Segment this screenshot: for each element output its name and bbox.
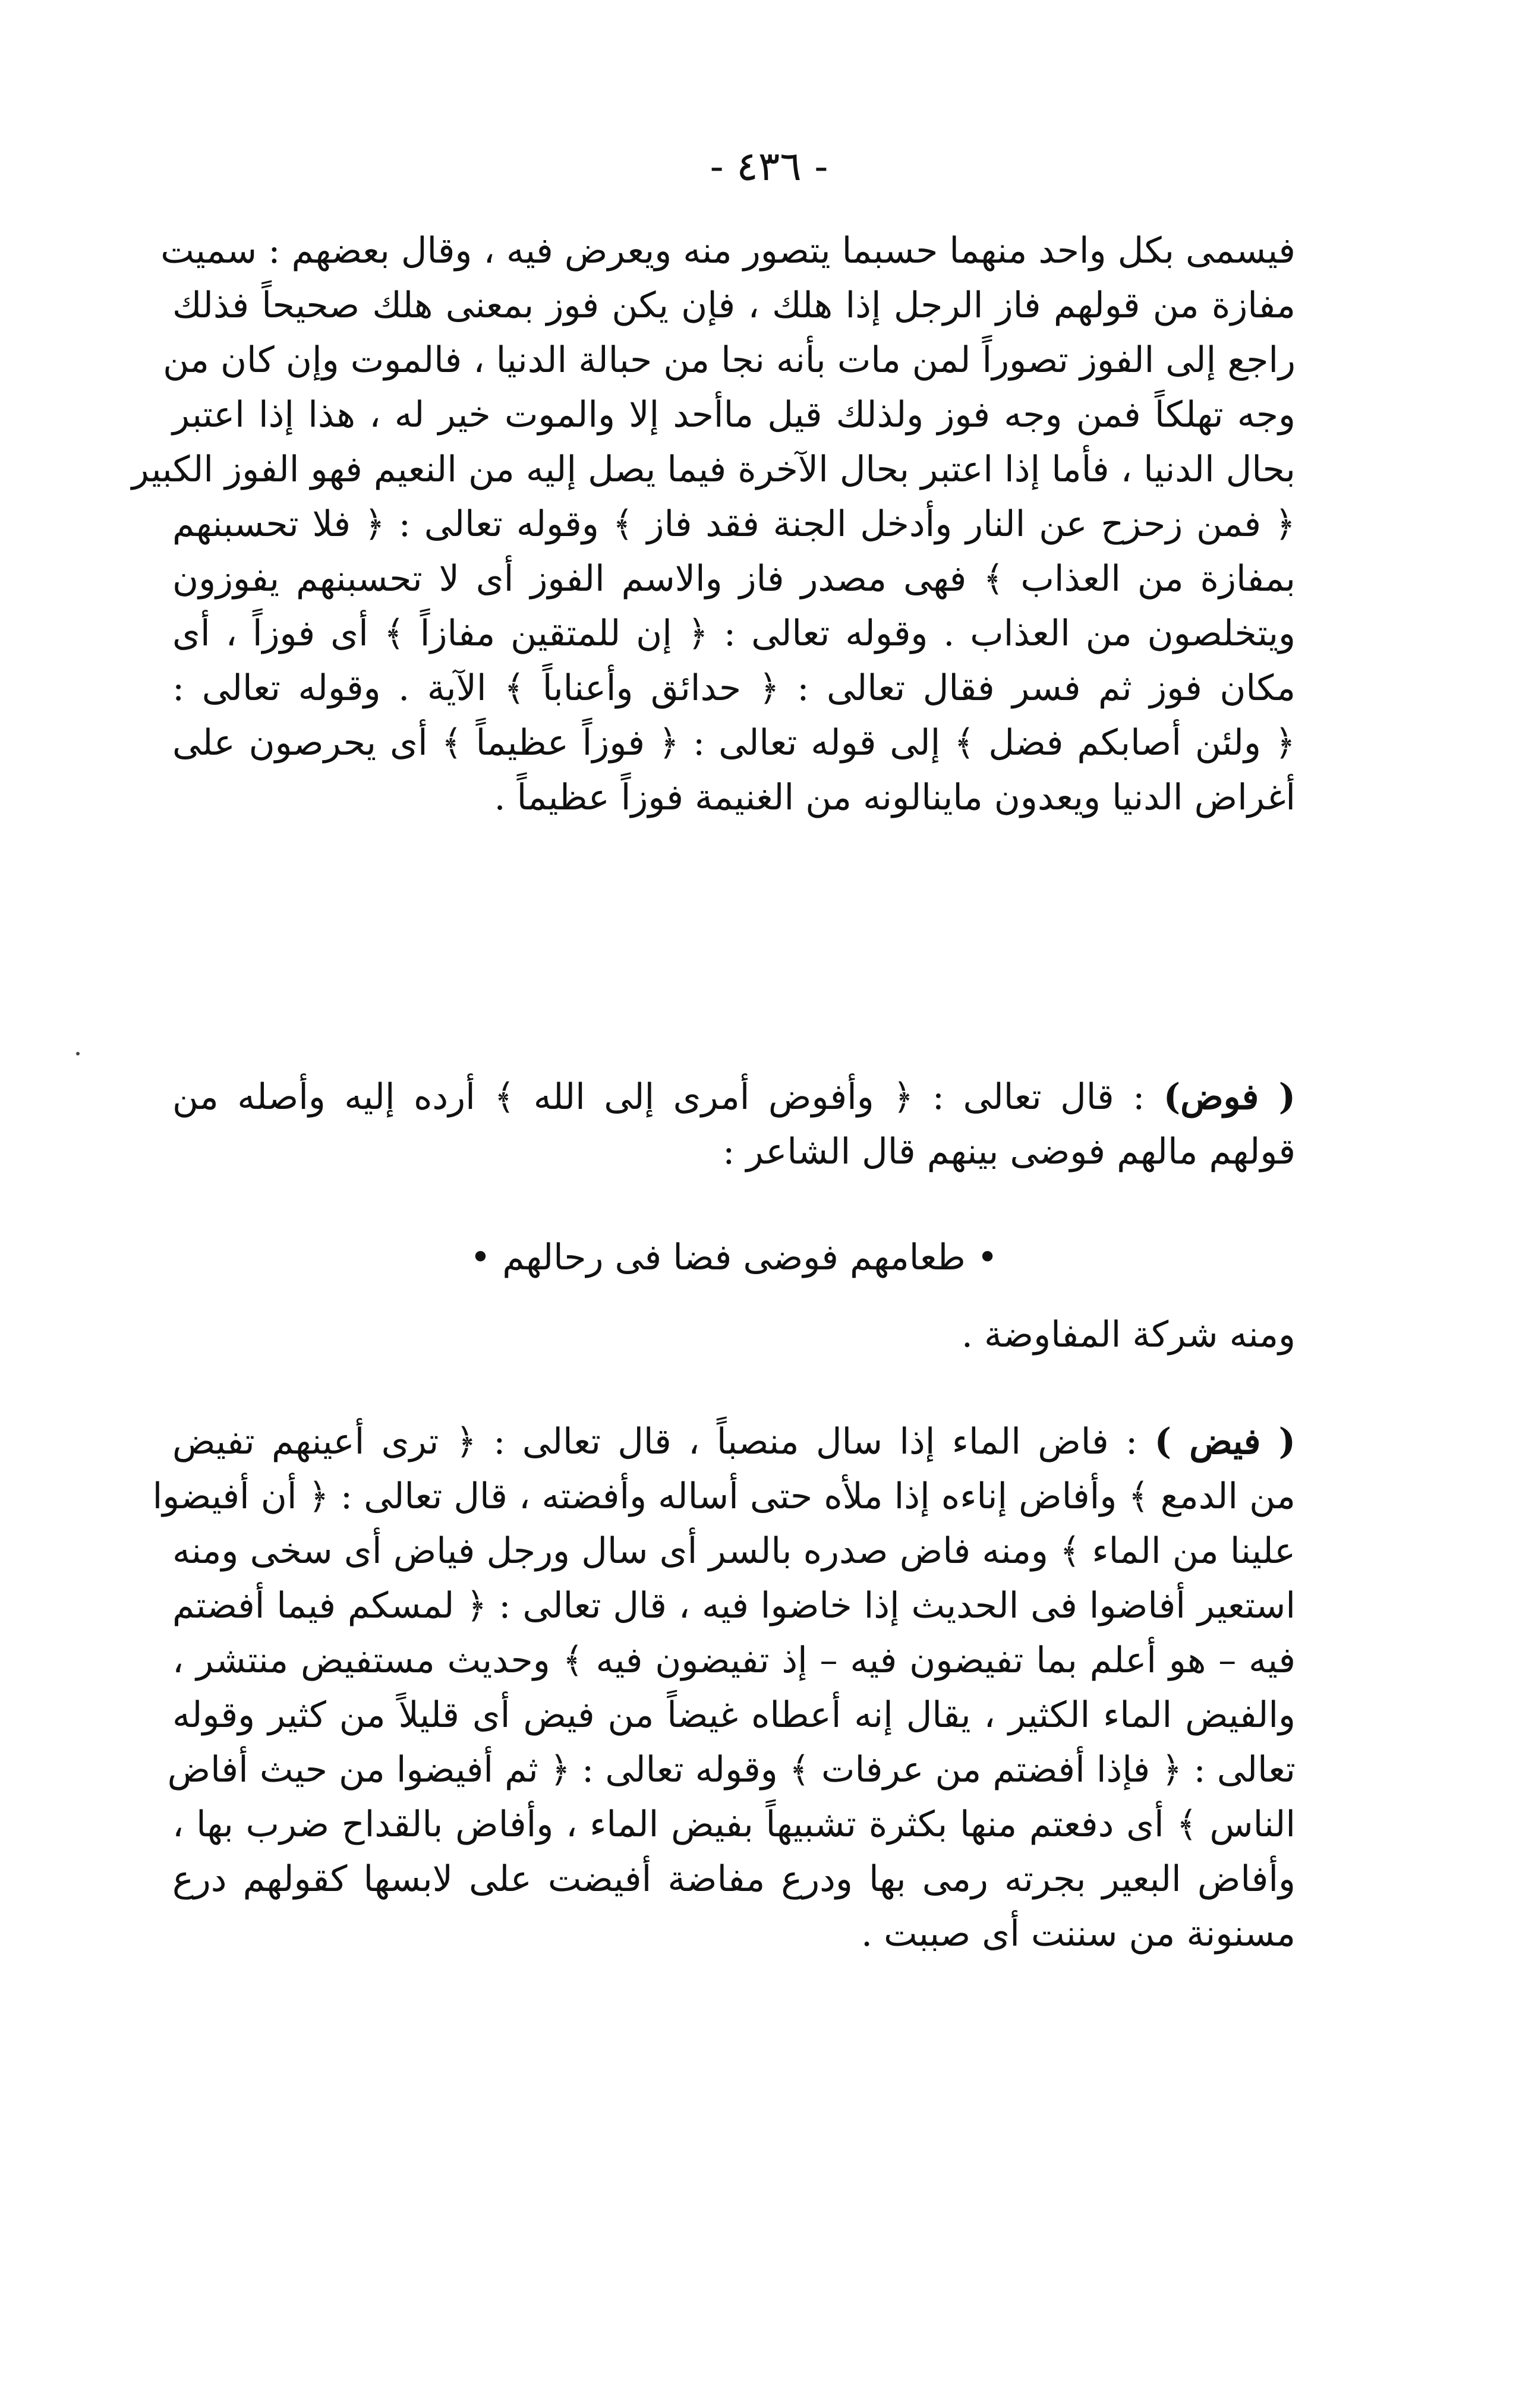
- text-line: وجه تهلكاً فمن وجه فوز ولذلك قيل ماأحد إلا والموت خير له ، هذا إذا اعتبر: [172, 394, 1296, 436]
- entry-headword: ( فيض ): [1154, 1421, 1296, 1463]
- text-line: مفازة من قولهم فاز الرجل إذا هلك ، فإن يكن فوز بمعنى هلك صحيحاً فذلك: [172, 285, 1296, 326]
- entry-headword: ( فوض): [1163, 1076, 1296, 1118]
- text-line: ويتخلصون من العذاب . وقوله تعالى : ﴿ إن للمتقين مفازاً ﴾ أى فوزاً ، أى: [172, 613, 1296, 654]
- text-line: راجع إلى الفوز تصوراً لمن مات بأنه نجا من حبالة الدنيا ، فالموت وإن كان من: [163, 339, 1296, 381]
- page-number: - ٤٣٦ -: [710, 143, 828, 190]
- text-line: مسنونة من سننت أى صببت .: [861, 1913, 1296, 1955]
- entry-first-line: [172, 1414, 1296, 1469]
- text-line: بحال الدنيا ، فأما إذا اعتبر بحال الآخرة فيما يصل إليه من النعيم فهو الفوز الكبير: [131, 449, 1296, 490]
- text-line: وأفاض البعير بجرته رمى بها ودرع مفاضة أفيضت على لابسها كقولهم درع: [172, 1858, 1296, 1900]
- entry-first-line: [172, 1070, 1296, 1124]
- stray-mark: [76, 1052, 80, 1055]
- entry-fawd: [172, 1070, 1296, 1179]
- text-line: ﴿ فمن زحزح عن النار وأدخل الجنة فقد فاز ﴾ وقوله تعالى : ﴿ فلا تحسبنهم: [172, 503, 1296, 545]
- text-line: فيسمى بكل واحد منهما حسبما يتصور منه ويعرض فيه ، وقال بعضهم : سميت: [160, 230, 1296, 272]
- verse-block: [172, 1230, 1296, 1285]
- text-line: تعالى : ﴿ فإذا أفضتم من عرفات ﴾ وقوله تعالى : ﴿ ثم أفيضوا من حيث أفاض: [167, 1749, 1296, 1791]
- entry-text: : قال تعالى : ﴿ وأفوض أمرى إلى الله ﴾ أرده إليه وأصله من: [172, 1076, 1164, 1118]
- entry-fawd-closing: [172, 1307, 1296, 1362]
- text-line: مكان فوز ثم فسر فقال تعالى : ﴿ حدائق وأعناباً ﴾ الآية . وقوله تعالى :: [172, 667, 1296, 709]
- poetry-verse: • طعامهم فوضى فضا فى رحالهم •: [469, 1237, 998, 1278]
- entry-fayd: [152, 1414, 1296, 1961]
- text-line: الناس ﴾ أى دفعتم منها بكثرة تشبيهاً بفيض الماء ، وأفاض بالقداح ضرب بها ،: [172, 1804, 1296, 1845]
- text-line: ﴿ ولئن أصابكم فضل ﴾ إلى قوله تعالى : ﴿ فوزاً عظيماً ﴾ أى يحرصون على: [172, 722, 1296, 764]
- text-line: علينا من الماء ﴾ ومنه فاض صدره بالسر أى سال ورجل فياض أى سخى ومنه: [172, 1530, 1296, 1572]
- entry-text: : فاض الماء إذا سال منصباً ، قال تعالى : ﴿ ترى أعينهم تفيض: [172, 1421, 1155, 1463]
- text-line: بمفازة من العذاب ﴾ فهى مصدر فاز والاسم الفوز أى لا تحسبنهم يفوزون: [172, 558, 1296, 600]
- text-line: فيه – هو أعلم بما تفيضون فيه – إذ تفيضون فيه ﴾ وحديث مستفيض منتشر ،: [172, 1640, 1296, 1681]
- text-line: ومنه شركة المفاوضة .: [961, 1314, 1296, 1356]
- text-line: أغراض الدنيا ويعدون ماينالونه من الغنيمة فوزاً عظيماً .: [494, 777, 1296, 818]
- text-line: والفيض الماء الكثير ، يقال إنه أعطاه غيضاً من فيض أى قليلاً من كثير وقوله: [172, 1694, 1296, 1736]
- paragraph-fawz: [131, 223, 1296, 825]
- text-line: من الدمع ﴾ وأفاض إناءه إذا ملأه حتى أساله وأفضته ، قال تعالى : ﴿ أن أفيضوا: [152, 1476, 1296, 1517]
- text-line: استعير أفاضوا فى الحديث إذا خاضوا فيه ، قال تعالى : ﴿ لمسكم فيما أفضتم: [172, 1585, 1296, 1627]
- text-line: قولهم مالهم فوضى بينهم قال الشاعر :: [723, 1131, 1296, 1173]
